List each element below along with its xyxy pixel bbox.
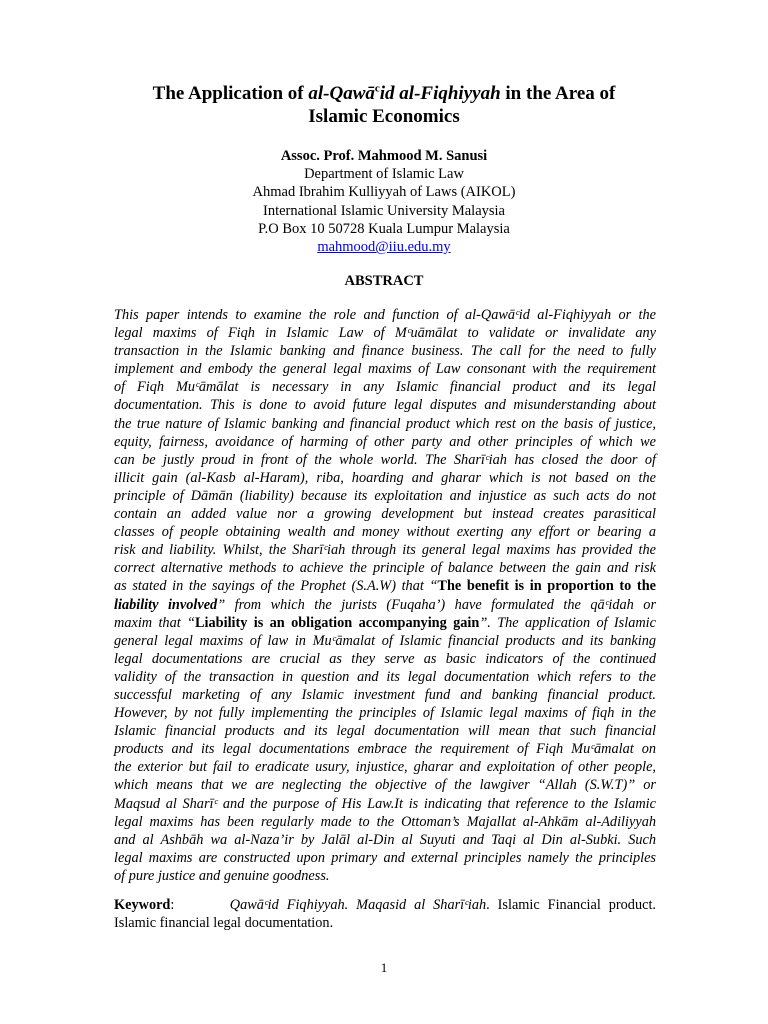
author-department: Department of Islamic Law: [304, 166, 464, 183]
abstract-heading: ABSTRACT: [344, 273, 424, 289]
title-part-1: The Application of: [152, 83, 309, 104]
abstract-line: the exterior but fail to eradicate usury, injustice, gharar and exploitation of other people,: [114, 759, 656, 776]
abstract-line: contain an added value nor a growing development but instead creates parasitical: [114, 506, 656, 523]
keyword-line-1: [114, 896, 656, 914]
author-university: International Islamic University Malaysia: [263, 202, 505, 219]
keyword-italic-terms: Qawāᶜid Fiqhiyyah. Maqasid al Sharīᶜiah: [229, 897, 487, 913]
abstract-line: legal documentations are crucial as they serve as basic indicators of the continued: [114, 650, 656, 667]
abstract-line: products and its legal documentations embrace the requirement of Fiqh Muᶜāmalat on: [114, 741, 656, 758]
abstract-line: principle of Dāmān (liability) because its exploitation and injustice as such acts do not: [114, 487, 656, 504]
abstract-line: documentation. This is done to avoid future legal disputes and misunderstanding about: [114, 397, 656, 414]
abstract-line-text: ” from which the jurists (Fuqaha’) have formulated the qāᶜidah or: [217, 596, 657, 613]
abstract-line: legal maxims are constructed upon primary and external principles namely the principles: [114, 849, 656, 866]
title-italic-1: al-Qawā: [308, 83, 375, 104]
abstract-line-mixed-3: [114, 614, 656, 632]
abstract-line-text: maxim that “: [114, 614, 195, 631]
abstract-line: equity, fairness, avoidance of harming of other party and other principles of which we: [114, 433, 656, 450]
abstract-line: correct alternative methods to achieve the principle of balance between the gain and risk: [114, 560, 656, 577]
abstract-line: transaction in the Islamic banking and finance business. The call for the need to fully: [114, 343, 656, 360]
abstract-line: which means that we are neglecting the objective of the lawgiver “Allah (S.W.T)” or: [114, 777, 656, 794]
abstract-bold-quote-1: The benefit is in proportion to the: [437, 578, 656, 595]
paper-title: [100, 82, 668, 128]
abstract-line-text: as stated in the sayings of the Prophet (S.A.W) that “: [114, 578, 438, 595]
abstract-line: can be justly proud in front of the whole world. The Sharīᶜiah has closed the door of: [114, 451, 656, 468]
abstract-line-text: ”. The application of Islamic: [479, 614, 656, 631]
abstract-line: illicit gain (al-Kasb al-Haram), riba, hoarding and gharar which is not based on the: [114, 469, 656, 486]
author-name: Assoc. Prof. Mahmood M. Sanusi: [280, 148, 488, 164]
abstract-line: of Fiqh Muᶜāmālat is necessary in any Islamic financial product and its legal: [114, 379, 656, 396]
abstract-bold-quote-2: liability involved: [114, 596, 218, 613]
abstract-line-mixed-1: [114, 577, 656, 595]
keyword-line-2: Islamic financial legal documentation.: [114, 915, 334, 932]
keyword-colon: :: [170, 897, 175, 913]
title-superscript: c: [374, 82, 380, 95]
keyword-label: Keyword: [114, 897, 171, 913]
abstract-line: Islamic financial products and its legal documentation will mean that such financial: [114, 723, 656, 740]
keywords-block: [114, 896, 656, 932]
abstract-line: This paper intends to examine the role and function of al-Qawāᶜid al-Fiqhiyyah or the: [114, 307, 656, 323]
abstract-line: successful marketing of any Islamic investment fund and banking financial product.: [114, 686, 656, 703]
title-line-2: Islamic Economics: [308, 106, 460, 127]
abstract-line: of pure justice and genuine goodness.: [114, 867, 330, 884]
abstract-line-mixed-2: [114, 596, 656, 614]
author-block: [100, 147, 668, 256]
abstract-line: Maqsud al Sharīᶜ and the purpose of His Law.It is indicating that reference to the Islamic: [114, 795, 656, 812]
abstract-line: validity of the transaction in question and its legal documentation which refers to the: [114, 668, 656, 685]
keyword-text: . Islamic Financial product.: [486, 897, 656, 913]
abstract-bold-quote-3: Liability is an obligation accompanying gain: [195, 614, 480, 631]
abstract-line: implement and embody the general legal maxims of Law consonant with the requirement: [114, 361, 656, 378]
abstract-line: classes of people obtaining wealth and money without exerting any effort or bearing a: [114, 524, 656, 541]
abstract-line: general legal maxims of law in Muᶜāmalat of Islamic financial products and its banking: [114, 632, 656, 649]
abstract-line: However, by not fully implementing the principles of Islamic legal maxims of fiqh in the: [114, 705, 656, 722]
author-faculty: Ahmad Ibrahim Kulliyyah of Laws (AIKOL): [252, 184, 516, 201]
author-email-link[interactable]: mahmood@iiu.edu.my: [317, 239, 451, 256]
title-italic-2: id al-Fiqhiyyah: [379, 83, 501, 104]
abstract-line: legal maxims has been regularly made to the Ottoman’s Majallat al-Ahkām al-Adiliyyah: [114, 813, 656, 830]
title-part-2: in the Area of: [500, 83, 616, 104]
abstract-line: risk and liability. Whilst, the Sharīᶜiah through its general legal maxims has provided the: [114, 542, 656, 559]
abstract-line: and al Ashbāh wa al-Naza’ir by Jalāl al-Din al Suyuti and Taqi al Din al-Subki. Such: [114, 831, 656, 848]
abstract-line: legal maxims of Fiqh in Islamic Law of Mᶜuāmālat to validate or invalidate any: [114, 325, 656, 342]
page-number: 1: [380, 960, 388, 975]
abstract-line: the true nature of Islamic banking and financial product which rest on the basis of justice,: [114, 415, 656, 432]
author-address: P.O Box 10 50728 Kuala Lumpur Malaysia: [258, 220, 510, 237]
abstract-body: [114, 306, 656, 885]
